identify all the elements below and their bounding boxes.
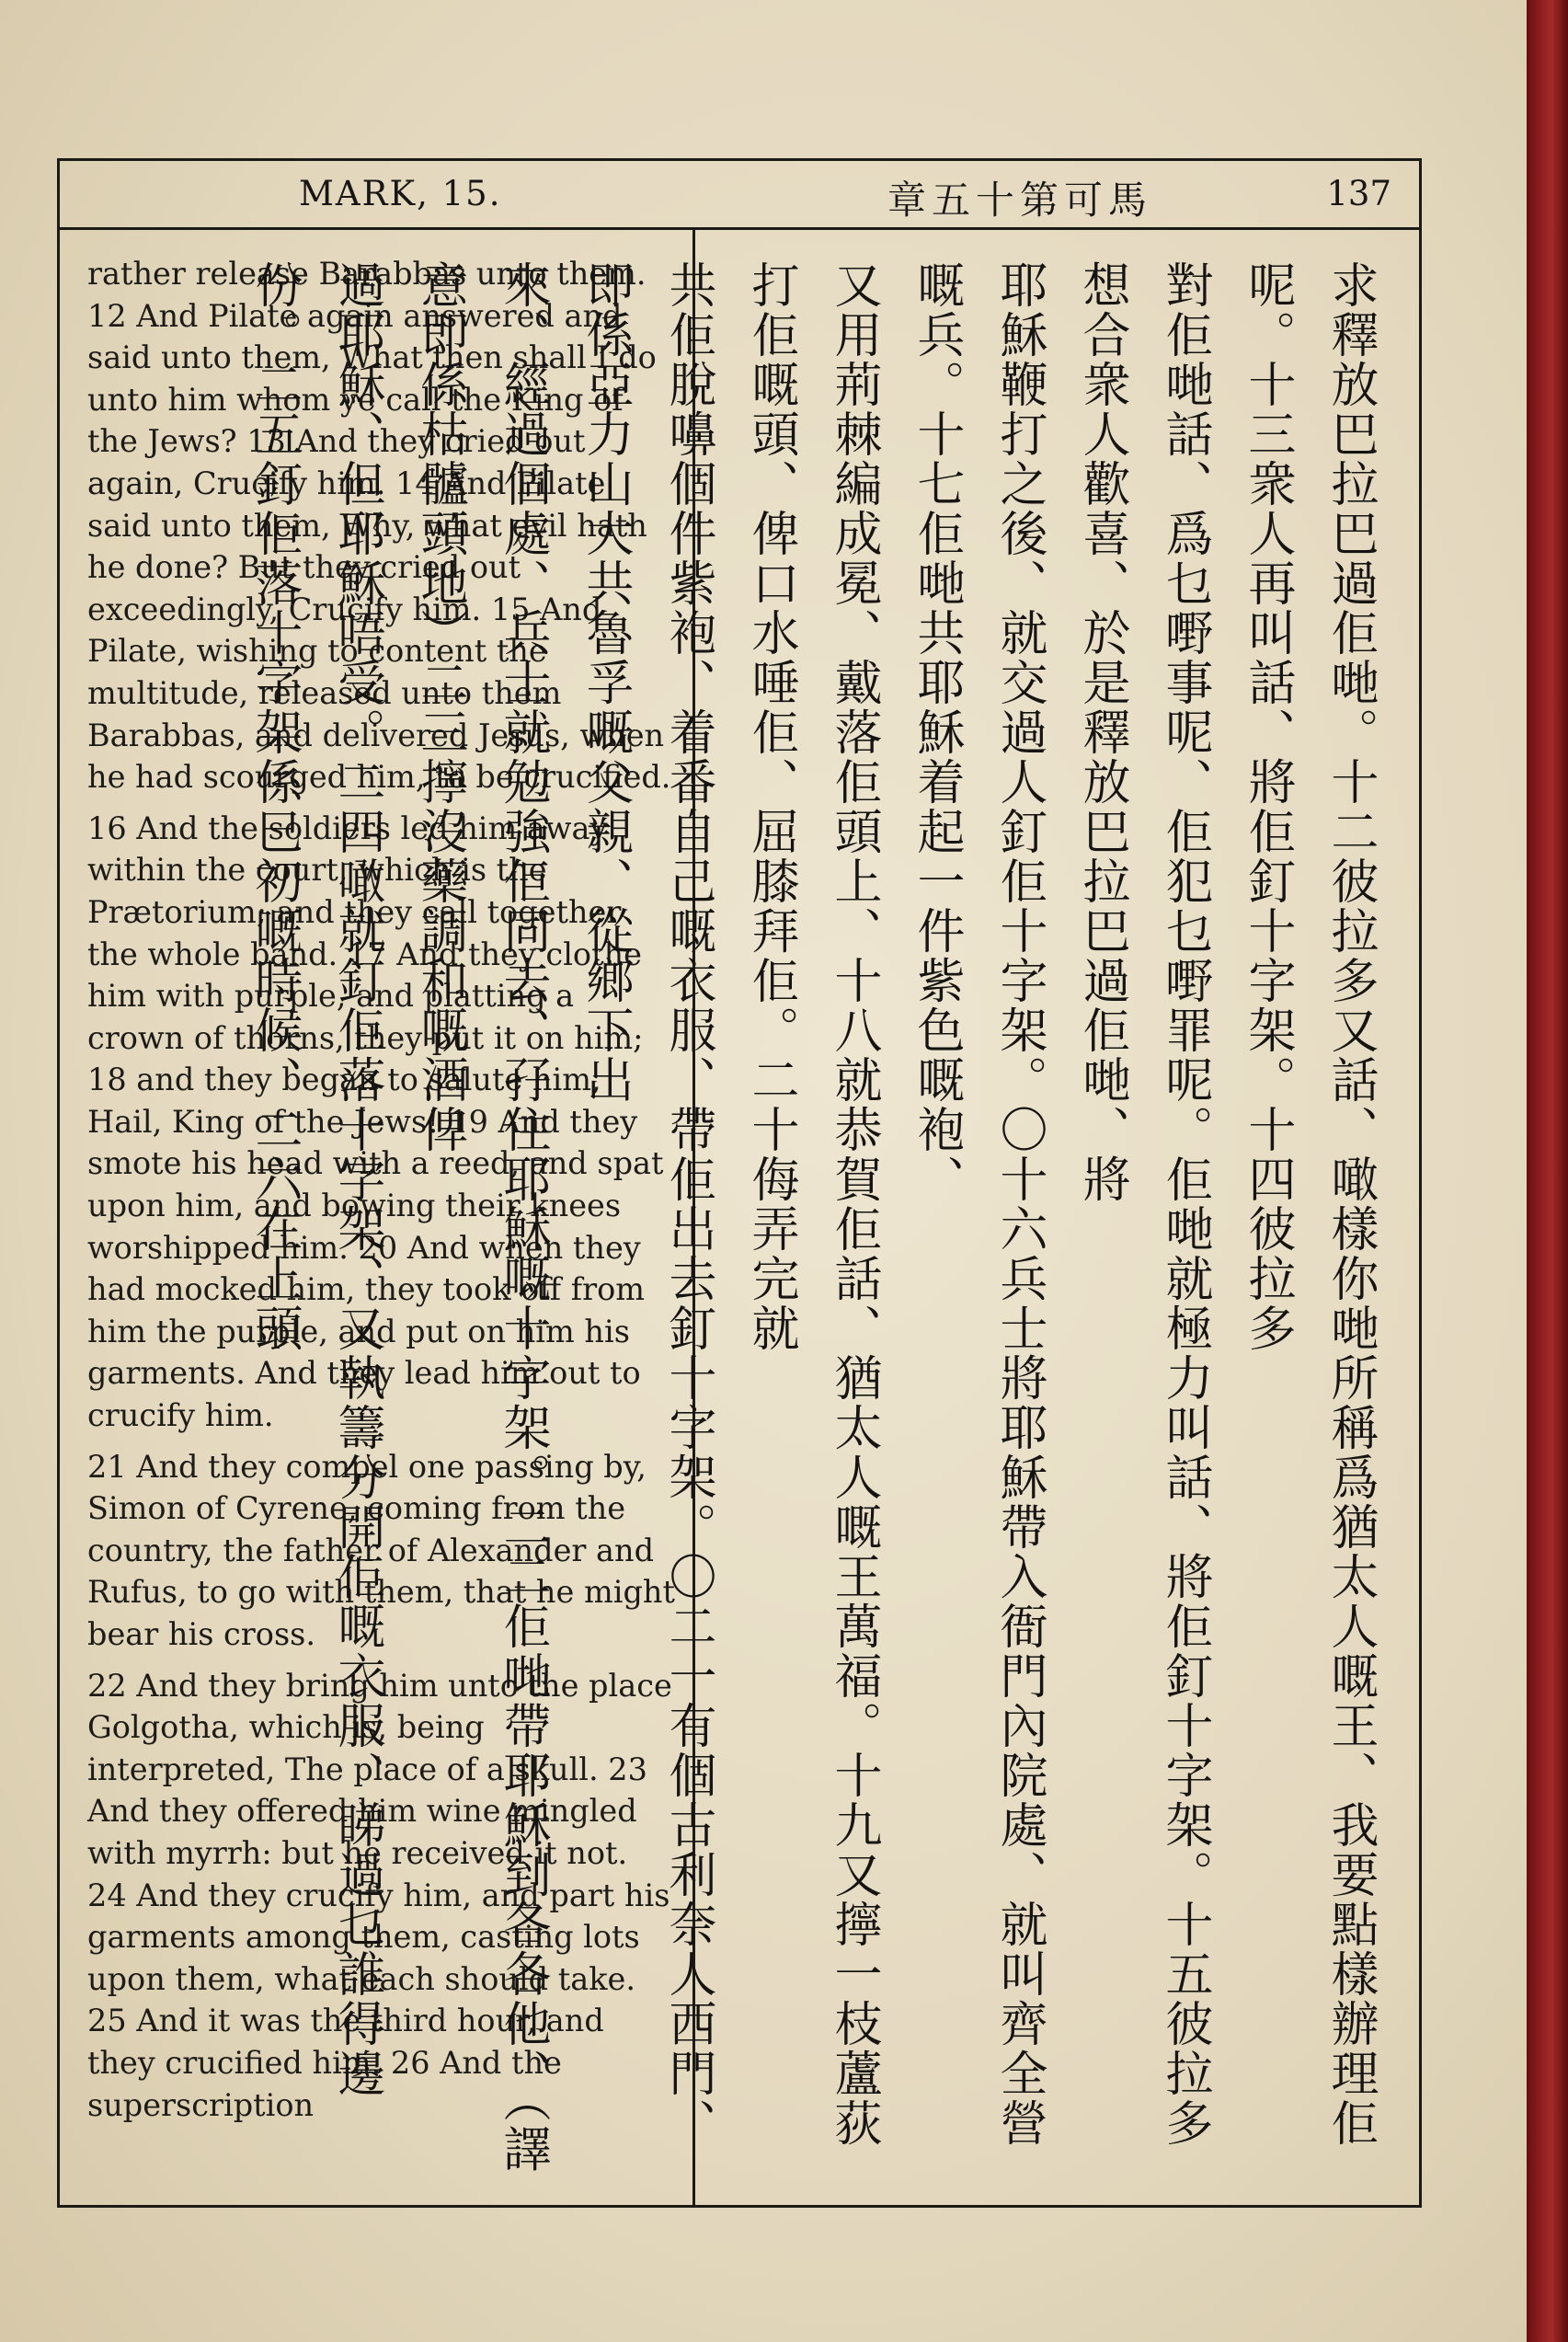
- english-paragraph: 16 And the soldiers led him away within the court, which is the Prætorium; and they call together the whole band. 17 And they clothe him with purple, and platting a crown of thorns, they put it on him; 18 and they began to salute him, Hail, King of the Jews! 19 And they smote his head with a reed, and spat upon him, and bowing their knees worshipped him. 20 And when they had mocked him, they took off from him the purple, and put on him his garments. And they lead him out to crucify him.: [87, 809, 664, 1434]
- chinese-line: 求釋放巴拉巴過佢哋。十二彼拉多又話、噉樣你哋所稱爲猶太人嘅王、我要點樣辦理佢呢。十三衆人再叫話、將佢釘十字架。十四彼拉多: [1240, 260, 1378, 2148]
- header-book-chinese: 章五十第可馬: [887, 178, 1153, 223]
- chinese-line: 過耶穌、但耶穌唔受。二四噉就釘佢落十字架、又執籌分開佢嘅衣服、睇過乜誰得邊份。二五釘佢落十字架係巳初嘅時候、二六在上頭: [246, 260, 384, 2098]
- chinese-line: 耶穌鞭打之後、就交過人釘佢十字架。〇十六兵士將耶穌帶入衙門內院處、就叫齊全營嘅兵。十七佢哋共耶穌着起一件紫色嘅袍、: [909, 260, 1047, 2148]
- english-paragraph: 22 And they bring him unto the place Golgotha, which is, being interpreted, The place of a skull. 23 And they offered him wine mingled with myrrh: but he received it not. 24 And they crucify him, and part his garments among them, casting lots upon them, what each should take. 25 And it was the third hour, and they crucified him. 26 And the superscription: [87, 1667, 672, 2123]
- chinese-line: 又用荊棘編成冕、戴落佢頭上、十八就恭賀佢話、猶太人嘅王萬福。十九又擰一枝蘆荻打佢嘅頭、俾口水唾佢、屈膝拜佢。二十侮弄完就: [743, 260, 881, 2148]
- english-paragraph: 21 And they compel one passing by, Simon of Cyrene, coming from the country, the father of Alexander and Rufus, to go with them, that he might bear his cross.: [87, 1448, 675, 1652]
- english-paragraph: rather release Barabbas unto them. 12 And Pilate again answered and said unto them, What then shall I do unto him whom ye call the King of the Jews? 13 And they cried out again, Crucify him. 14 And Pilate said unto them, Why, what evil hath he done? But they cried out exceedingly, Crucify him. 15 And Pilate, wishing to content the multitude, released unto them Barabbas, and delivered Jesus, when he had scourged him, to be crucified.: [87, 256, 671, 796]
- header-book-english: MARK, 15.: [299, 174, 502, 213]
- running-header: [60, 161, 1419, 230]
- chinese-line: 對佢哋話、爲乜嘢事呢、佢犯乜嘢罪呢。佢哋就極力叫話、將佢釘十字架。十五彼拉多想合衆人歡喜、於是釋放巴拉巴過佢哋、將: [1074, 260, 1212, 2148]
- chinese-line: 來、經過個處、兵士就勉強佢同去、孖住耶穌嘅十字架。二二佢哋帶耶穌到各各他、（譯意即係枯髗頭地）二三擰沒藥調和嘅酒俾: [412, 260, 550, 2174]
- text-frame: [57, 158, 1422, 2208]
- chinese-line: 共佢脫嚊個件紫袍、着番自己嘅衣服、帶佢出去釘十字架。〇二一有個古利奈人西門、即係亞力山大共魯孚嘅父親、從鄉下出: [578, 260, 715, 2148]
- page-number: 137: [1326, 174, 1391, 213]
- book-spine-edge: [1527, 0, 1568, 2342]
